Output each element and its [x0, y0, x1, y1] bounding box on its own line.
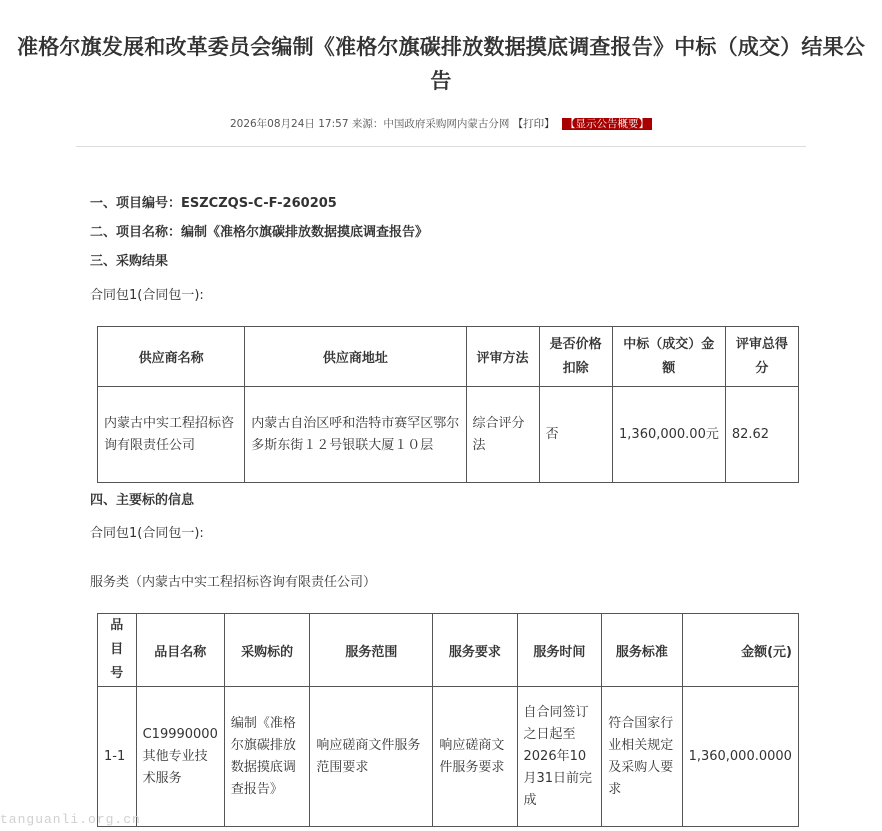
- project-name: 二、项目名称：编制《准格尔旗碳排放数据摸底调查报告》: [90, 225, 429, 240]
- project-number: 一、项目编号：ESZCZQS-C-F-260205: [90, 196, 337, 211]
- header-service-standard: 服务标准: [602, 614, 682, 687]
- service-time-cell: 自合同签订之日起至2026年10月31日前完成: [517, 687, 602, 827]
- service-category-label: 服务类（内蒙古中实工程招标咨询有限责任公司）: [90, 575, 377, 590]
- header-item-name: 品目名称: [136, 614, 224, 687]
- source-text: 来源：中国政府采购网内蒙古分网: [351, 118, 510, 130]
- item-table: [97, 613, 799, 827]
- header-service-scope: 服务范围: [310, 614, 433, 687]
- table-header-row: [98, 614, 799, 687]
- review-method-cell: 综合评分法: [466, 387, 539, 483]
- service-requirement-cell: 响应磋商文件服务要求: [433, 687, 517, 827]
- print-link[interactable]: 【打印】: [512, 118, 555, 130]
- result-table: [97, 326, 799, 483]
- header-supplier-address: 供应商地址: [245, 327, 466, 387]
- award-amount-cell: 1,360,000.00元: [612, 387, 725, 483]
- contract-package-label-2: 合同包1(合同包一):: [90, 526, 204, 541]
- watermark: tanguanli.org.cn: [0, 812, 141, 827]
- procurement-result-heading: 三、采购结果: [90, 254, 169, 269]
- supplier-name-cell: 内蒙古中实工程招标咨询有限责任公司: [98, 387, 245, 483]
- publish-date: 2026年08月24日 17:57: [229, 118, 349, 130]
- amount-cell: 1,360,000.0000: [682, 687, 798, 827]
- header-amount: 金额(元): [682, 614, 798, 687]
- header-service-time: 服务时间: [517, 614, 602, 687]
- header-total-score: 评审总得分: [725, 327, 798, 387]
- subject-cell: 编制《准格尔旗碳排放数据摸底调查报告》: [224, 687, 310, 827]
- item-no-cell: 1-1: [98, 687, 137, 827]
- header-supplier-name: 供应商名称: [98, 327, 245, 387]
- service-scope-cell: 响应磋商文件服务范围要求: [310, 687, 433, 827]
- header-award-amount: 中标（成交）金额: [612, 327, 725, 387]
- header-item-no: 品目号: [98, 614, 137, 687]
- article-meta: [0, 116, 882, 131]
- total-score-cell: 82.62: [725, 387, 798, 483]
- table-row: [98, 687, 799, 827]
- show-summary-button[interactable]: 【显示公告概要】: [562, 118, 652, 130]
- header-divider: [76, 146, 806, 147]
- header-price-deduction: 是否价格扣除: [539, 327, 612, 387]
- main-subject-heading: 四、主要标的信息: [90, 493, 195, 508]
- contract-package-label: 合同包1(合同包一):: [90, 288, 204, 303]
- service-standard-cell: 符合国家行业相关规定及采购人要求: [602, 687, 682, 827]
- header-service-requirement: 服务要求: [433, 614, 517, 687]
- item-name-cell: C19990000其他专业技术服务: [136, 687, 224, 827]
- price-deduction-cell: 否: [539, 387, 612, 483]
- supplier-address-cell: 内蒙古自治区呼和浩特市赛罕区鄂尔多斯东街１２号银联大厦１０层: [245, 387, 466, 483]
- header-subject: 采购标的: [224, 614, 310, 687]
- header-review-method: 评审方法: [466, 327, 539, 387]
- page-title: 准格尔旗发展和改革委员会编制《准格尔旗碳排放数据摸底调查报告》中标（成交）结果公告: [17, 35, 865, 93]
- table-header-row: [98, 327, 799, 387]
- table-row: [98, 387, 799, 483]
